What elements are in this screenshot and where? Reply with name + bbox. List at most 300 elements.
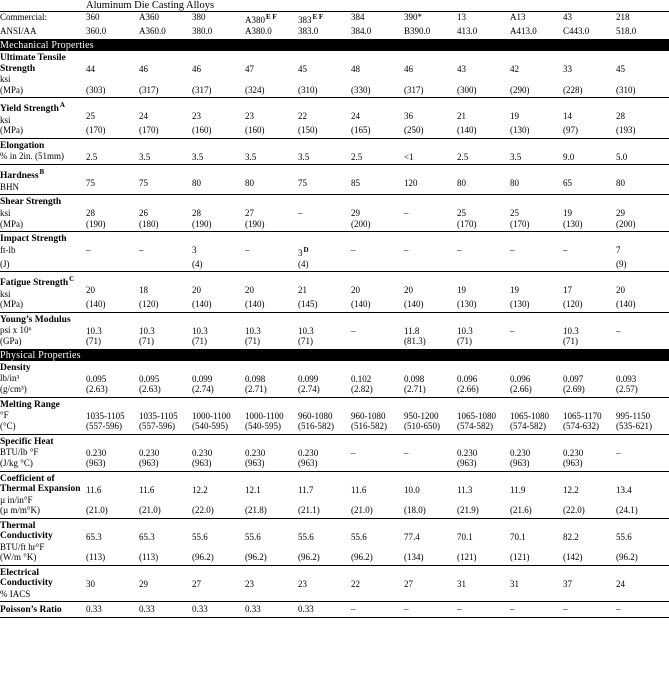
property-value <box>563 195 616 219</box>
group-title-spacer <box>0 0 86 12</box>
property-unit-secondary: (MPa) <box>0 218 23 229</box>
property-value-secondary: (140) <box>351 299 371 310</box>
property-value <box>298 434 351 458</box>
property-name <box>0 274 86 289</box>
property-value-text: 24 <box>616 578 625 589</box>
property-value-text: 10.3 <box>139 325 155 336</box>
property-value-secondary: (21.8) <box>245 505 267 516</box>
property-value-secondary <box>351 259 404 272</box>
property-unit-secondary: (µ m/m°K) <box>0 505 41 516</box>
property-value <box>351 565 404 599</box>
property-value-secondary: (574-582) <box>457 421 493 432</box>
property-value-secondary: (2.63) <box>86 384 108 395</box>
property-value <box>86 98 139 126</box>
property-value <box>616 195 669 219</box>
property-value-text: 29 <box>139 578 148 589</box>
property-value-secondary: (81.3) <box>404 336 426 347</box>
property-value <box>510 51 563 85</box>
property-value-text: 10.3 <box>563 325 579 336</box>
alloy-commercial-header <box>298 12 351 27</box>
section-title: Physical Properties <box>0 349 669 361</box>
property-value <box>245 51 298 85</box>
property-value <box>192 434 245 458</box>
property-value-secondary: (71) <box>563 336 578 347</box>
property-value-secondary: (193) <box>616 125 636 136</box>
property-value-secondary: (96.2) <box>616 552 638 563</box>
property-value <box>457 565 510 599</box>
property-value-secondary: (4) <box>298 258 309 269</box>
property-value <box>245 434 298 458</box>
property-value <box>192 361 245 385</box>
property-value-text: – <box>563 245 568 256</box>
property-value-text: 48 <box>351 64 360 74</box>
property-value-text: – <box>404 245 409 256</box>
property-value <box>298 565 351 599</box>
property-value-text: 7 <box>616 245 621 256</box>
property-value <box>563 397 616 421</box>
property-value <box>139 51 192 85</box>
property-value-secondary: (310) <box>298 84 318 95</box>
property-value <box>404 361 457 385</box>
property-value-text: 2.5 <box>86 151 98 162</box>
property-value <box>616 518 669 552</box>
property-value-text: 3.5 <box>245 151 257 162</box>
property-value-text: 12.1 <box>245 484 261 495</box>
property-value <box>245 195 298 219</box>
property-subrow <box>0 259 669 272</box>
property-value <box>351 434 404 458</box>
property-name-text: Young’s Modulus <box>0 314 71 325</box>
property-value-text: 1035-1105 <box>86 410 125 421</box>
property-name-text: Impact Strength <box>0 234 67 245</box>
property-unit-secondary: (MPa) <box>0 125 23 136</box>
property-value-text: 65.3 <box>86 531 102 542</box>
alloy-commercial-name: A13 <box>510 12 526 22</box>
property-value-secondary: (557-596) <box>86 421 122 432</box>
property-value <box>510 232 563 259</box>
group-title: Aluminum Die Casting Alloys <box>86 0 669 12</box>
property-value-text: 17 <box>563 285 572 296</box>
property-value-text: 0.230 <box>192 447 213 458</box>
property-value <box>192 138 245 162</box>
header-label-commercial: Commercial: <box>0 12 47 22</box>
property-value-secondary: (963) <box>563 458 583 469</box>
property-unit-secondary: (W/m °K) <box>0 552 37 563</box>
property-value-text: 0.095 <box>86 373 107 384</box>
property-value <box>86 312 139 336</box>
property-subrow <box>0 384 669 397</box>
property-value <box>351 361 404 385</box>
property-value-text: 19 <box>510 285 519 296</box>
property-value <box>86 138 139 162</box>
property-value <box>404 138 457 162</box>
property-row <box>0 518 669 552</box>
property-name-text: Density <box>0 362 31 373</box>
property-value <box>192 98 245 126</box>
property-value-text: 80 <box>510 178 519 189</box>
alloy-commercial-name: A380 <box>245 15 265 25</box>
property-value: 0.33 <box>192 603 208 614</box>
property-row <box>0 565 669 599</box>
property-value <box>563 518 616 552</box>
property-value <box>510 518 563 552</box>
property-value-text: 13.4 <box>616 484 632 495</box>
property-value-secondary: (310) <box>616 84 636 95</box>
header-row-commercial <box>0 12 669 27</box>
property-value-secondary <box>351 336 404 349</box>
property-value <box>298 272 351 300</box>
property-subrow <box>0 219 669 232</box>
property-value <box>139 471 192 505</box>
property-subrow <box>0 336 669 349</box>
property-value <box>351 232 404 259</box>
property-unit-secondary: (J) <box>0 258 10 269</box>
property-value-text: 1000-1100 <box>192 410 231 421</box>
property-value: – <box>563 603 568 614</box>
property-unit-primary: °F <box>0 410 9 421</box>
property-value-text: 43 <box>457 64 466 74</box>
section-bar-row <box>0 40 669 52</box>
property-value-secondary: (540-595) <box>245 421 281 432</box>
property-row <box>0 232 669 259</box>
property-value: 0.33 <box>298 603 314 614</box>
property-value-text: 55.6 <box>298 531 314 542</box>
property-value <box>616 232 669 259</box>
property-value-secondary: (574-582) <box>510 421 546 432</box>
property-value-secondary: (170) <box>457 218 477 229</box>
property-name-text: Shear Strength <box>0 197 62 208</box>
property-value-secondary: (130) <box>457 299 477 310</box>
property-value-text: 70.1 <box>510 531 526 542</box>
property-value-secondary <box>139 259 192 272</box>
property-value-text: 0.230 <box>139 447 160 458</box>
property-label <box>0 434 86 458</box>
property-value <box>139 165 192 193</box>
property-value-text: 22 <box>298 111 307 121</box>
property-value-text: 20 <box>86 285 95 296</box>
property-value <box>510 361 563 385</box>
property-name <box>0 568 86 589</box>
property-value <box>510 165 563 193</box>
property-value-text: <1 <box>404 151 414 162</box>
property-value-secondary: (142) <box>563 552 583 563</box>
property-value-text: 0.097 <box>563 373 584 384</box>
property-value-text: 21 <box>298 285 307 296</box>
property-value-secondary: (21.6) <box>510 505 532 516</box>
property-value-secondary: (290) <box>510 84 530 95</box>
property-value-text: 24 <box>351 111 360 121</box>
property-subrow <box>0 125 669 138</box>
property-value-secondary: (963) <box>86 458 106 469</box>
property-value <box>139 138 192 162</box>
property-value-text: 75 <box>139 178 148 189</box>
alloy-commercial-header <box>457 12 510 27</box>
property-label <box>0 51 86 85</box>
property-value <box>457 518 510 552</box>
property-value-text: 3 <box>298 248 303 259</box>
property-value-secondary <box>404 458 457 471</box>
property-value <box>245 272 298 300</box>
property-value <box>139 312 192 336</box>
property-value-text: 80 <box>457 178 466 189</box>
alloy-commercial-header <box>563 12 616 27</box>
property-value <box>404 272 457 300</box>
property-label <box>0 518 86 552</box>
property-value-text: – <box>510 245 515 256</box>
property-value-text: – <box>351 447 356 458</box>
property-value <box>616 471 669 505</box>
alloy-ansi-header: C443.0 <box>563 26 590 36</box>
property-value <box>86 195 139 219</box>
property-value-text: 25 <box>457 208 466 219</box>
property-value: – <box>457 603 462 614</box>
property-name <box>0 400 86 411</box>
property-value <box>298 138 351 162</box>
property-value-secondary <box>457 259 510 272</box>
property-value <box>616 312 669 336</box>
property-value-text: 19 <box>457 285 466 296</box>
property-name <box>0 521 86 542</box>
property-value-secondary <box>510 259 563 272</box>
property-value-text: 0.098 <box>404 373 425 384</box>
property-value-text: 55.6 <box>245 531 261 542</box>
property-value-text: 37 <box>563 578 572 589</box>
property-value <box>351 518 404 552</box>
property-value-text: 10.3 <box>245 325 261 336</box>
alloy-commercial-header <box>245 12 298 27</box>
property-unit-primary: BTU/ft hr°F <box>0 541 45 552</box>
property-value-secondary: (170) <box>510 218 530 229</box>
property-unit-primary: ksi <box>0 207 11 218</box>
alloy-ansi-header: A380.0 <box>245 26 272 36</box>
property-value-text: 11.6 <box>139 484 155 495</box>
property-value-text: – <box>616 325 621 336</box>
property-value: 0.33 <box>139 603 155 614</box>
property-value-text: 11.9 <box>510 484 526 495</box>
alloy-ansi-header: 413.0 <box>457 26 478 36</box>
property-value-text: – <box>510 325 515 336</box>
property-value-secondary: (165) <box>351 125 371 136</box>
property-value-secondary <box>563 259 616 272</box>
property-value-text: 3.5 <box>139 151 151 162</box>
property-value-text: – <box>404 447 409 458</box>
header-label-ansi: ANSI/AA <box>0 26 37 36</box>
property-value-text: 3.5 <box>192 151 204 162</box>
property-label <box>0 471 86 505</box>
property-value <box>351 51 404 85</box>
property-value <box>563 471 616 505</box>
alloy-commercial-name: 384 <box>351 12 365 22</box>
property-value <box>298 51 351 85</box>
property-value-secondary: (130) <box>510 299 530 310</box>
property-value-secondary: (140) <box>245 299 265 310</box>
property-value-secondary: (2.71) <box>404 384 426 395</box>
property-value <box>192 518 245 552</box>
property-footnote: B <box>39 168 45 177</box>
property-value-secondary: (9) <box>616 258 627 269</box>
property-value <box>86 165 139 193</box>
property-value-text: 20 <box>351 285 360 296</box>
property-value-secondary <box>86 259 139 272</box>
property-value-secondary: (190) <box>245 218 265 229</box>
property-value-text: 77.4 <box>404 531 420 542</box>
alloy-commercial-name: 218 <box>616 12 630 22</box>
property-label <box>0 195 86 219</box>
alloy-ansi-header: 360.0 <box>86 26 107 36</box>
property-name-text: Ultimate Tensile Strength <box>0 53 66 74</box>
property-value-text: 21 <box>457 111 466 121</box>
property-value-secondary: (330) <box>351 84 371 95</box>
property-value-text: 46 <box>404 64 413 74</box>
property-value-text: 11.3 <box>457 484 473 495</box>
property-value <box>139 195 192 219</box>
property-unit-primary: % IACS <box>0 588 31 599</box>
property-value-text: 18 <box>139 285 148 296</box>
property-value-text: 31 <box>457 578 466 589</box>
property-value <box>563 165 616 193</box>
property-value-secondary: (121) <box>510 552 530 563</box>
property-value-secondary: (510-650) <box>404 421 440 432</box>
property-value-secondary: (963) <box>510 458 530 469</box>
property-value <box>510 565 563 599</box>
property-value <box>457 195 510 219</box>
property-value-text: 0.096 <box>510 373 531 384</box>
property-value <box>404 165 457 193</box>
property-value <box>563 272 616 300</box>
property-label <box>0 312 86 336</box>
property-value-text: 12.2 <box>192 484 208 495</box>
property-value <box>351 397 404 421</box>
property-value-text: 2.5 <box>457 151 469 162</box>
property-value-text: 3.5 <box>510 151 522 162</box>
property-value <box>510 397 563 421</box>
property-value-secondary: (963) <box>457 458 477 469</box>
property-value-secondary <box>404 219 457 232</box>
property-value-secondary: (2.63) <box>139 384 161 395</box>
property-value-text: 30 <box>86 578 95 589</box>
property-value-secondary: (2.82) <box>351 384 373 395</box>
property-value-text: 10.3 <box>86 325 102 336</box>
property-value: 0.33 <box>86 603 102 614</box>
property-value-secondary: (71) <box>192 336 207 347</box>
property-value <box>245 98 298 126</box>
property-unit-secondary: (MPa) <box>0 299 23 310</box>
property-value-text: 27 <box>404 578 413 589</box>
alloy-commercial-header <box>404 12 457 27</box>
property-value <box>457 138 510 162</box>
property-value <box>86 434 139 458</box>
property-value-text: 82.2 <box>563 531 579 542</box>
property-value-secondary: (113) <box>86 552 106 563</box>
property-value <box>404 434 457 458</box>
property-value-text: 11.6 <box>351 484 367 495</box>
property-value-secondary: (21.0) <box>351 505 373 516</box>
property-value-secondary: (303) <box>86 84 106 95</box>
property-row <box>0 434 669 458</box>
property-value <box>457 434 510 458</box>
property-label <box>0 602 86 618</box>
property-value <box>192 232 245 259</box>
property-value-secondary: (2.66) <box>510 384 532 395</box>
property-value <box>404 232 457 259</box>
property-value <box>404 195 457 219</box>
alloy-ansi-header: 380.0 <box>192 26 213 36</box>
property-value-text: – <box>616 447 621 458</box>
alloy-header-footnote: E F <box>312 13 324 21</box>
alloy-ansi-header: 383.0 <box>298 26 319 36</box>
property-value-secondary: (516-582) <box>351 421 387 432</box>
property-value-text: 27 <box>192 578 201 589</box>
property-value-secondary: (2.69) <box>563 384 585 395</box>
alloy-ansi-header: 518.0 <box>616 26 637 36</box>
property-value-text: 23 <box>192 111 201 121</box>
property-label <box>0 232 86 259</box>
property-value <box>86 518 139 552</box>
property-value-text: 45 <box>298 64 307 74</box>
property-value-text: 26 <box>139 208 148 219</box>
property-value <box>139 397 192 421</box>
alloy-commercial-header <box>616 12 669 27</box>
property-value-secondary: (540-595) <box>192 421 228 432</box>
property-value-text: 42 <box>510 64 519 74</box>
property-value-text: 28 <box>616 111 625 121</box>
property-subrow <box>0 421 669 434</box>
property-row <box>0 195 669 219</box>
property-value <box>510 138 563 162</box>
alloy-commercial-name: 13 <box>457 12 466 22</box>
alloy-ansi-header: A360.0 <box>139 26 166 36</box>
property-value-text: 23 <box>245 111 254 121</box>
property-value-text: 33 <box>563 64 572 74</box>
property-value: – <box>351 603 356 614</box>
property-value <box>457 312 510 336</box>
property-value <box>404 471 457 505</box>
property-value-secondary: (96.2) <box>192 552 214 563</box>
property-value <box>139 272 192 300</box>
property-value <box>563 98 616 126</box>
property-value-text: 1065-1080 <box>510 410 549 421</box>
property-value <box>510 195 563 219</box>
property-value-secondary: (4) <box>192 258 203 269</box>
property-unit-primary: ksi <box>0 114 11 125</box>
property-value <box>298 165 351 193</box>
property-value <box>192 312 245 336</box>
property-value <box>351 98 404 126</box>
property-unit-primary: % in 2in. (51mm) <box>0 151 64 162</box>
property-unit-primary: BHN <box>0 181 20 192</box>
property-value <box>192 565 245 599</box>
property-value-text: – <box>457 245 462 256</box>
property-value-secondary: (96.2) <box>245 552 267 563</box>
alloy-commercial-header <box>139 12 192 27</box>
property-unit-secondary: (MPa) <box>0 84 23 95</box>
property-value-secondary: (963) <box>298 458 318 469</box>
property-value-secondary <box>404 259 457 272</box>
alloy-commercial-header <box>192 12 245 27</box>
property-name <box>0 437 86 448</box>
property-value-secondary <box>298 219 351 232</box>
property-value-secondary: (22.0) <box>563 505 585 516</box>
property-value-secondary: (22.0) <box>192 505 214 516</box>
property-value <box>86 397 139 421</box>
property-value-secondary <box>351 458 404 471</box>
property-value-secondary: (317) <box>139 84 159 95</box>
property-value-text: 995-1150 <box>616 410 651 421</box>
property-value-text: 23 <box>298 578 307 589</box>
property-value-secondary: (120) <box>563 299 583 310</box>
property-value <box>404 312 457 336</box>
property-value: – <box>510 603 515 614</box>
